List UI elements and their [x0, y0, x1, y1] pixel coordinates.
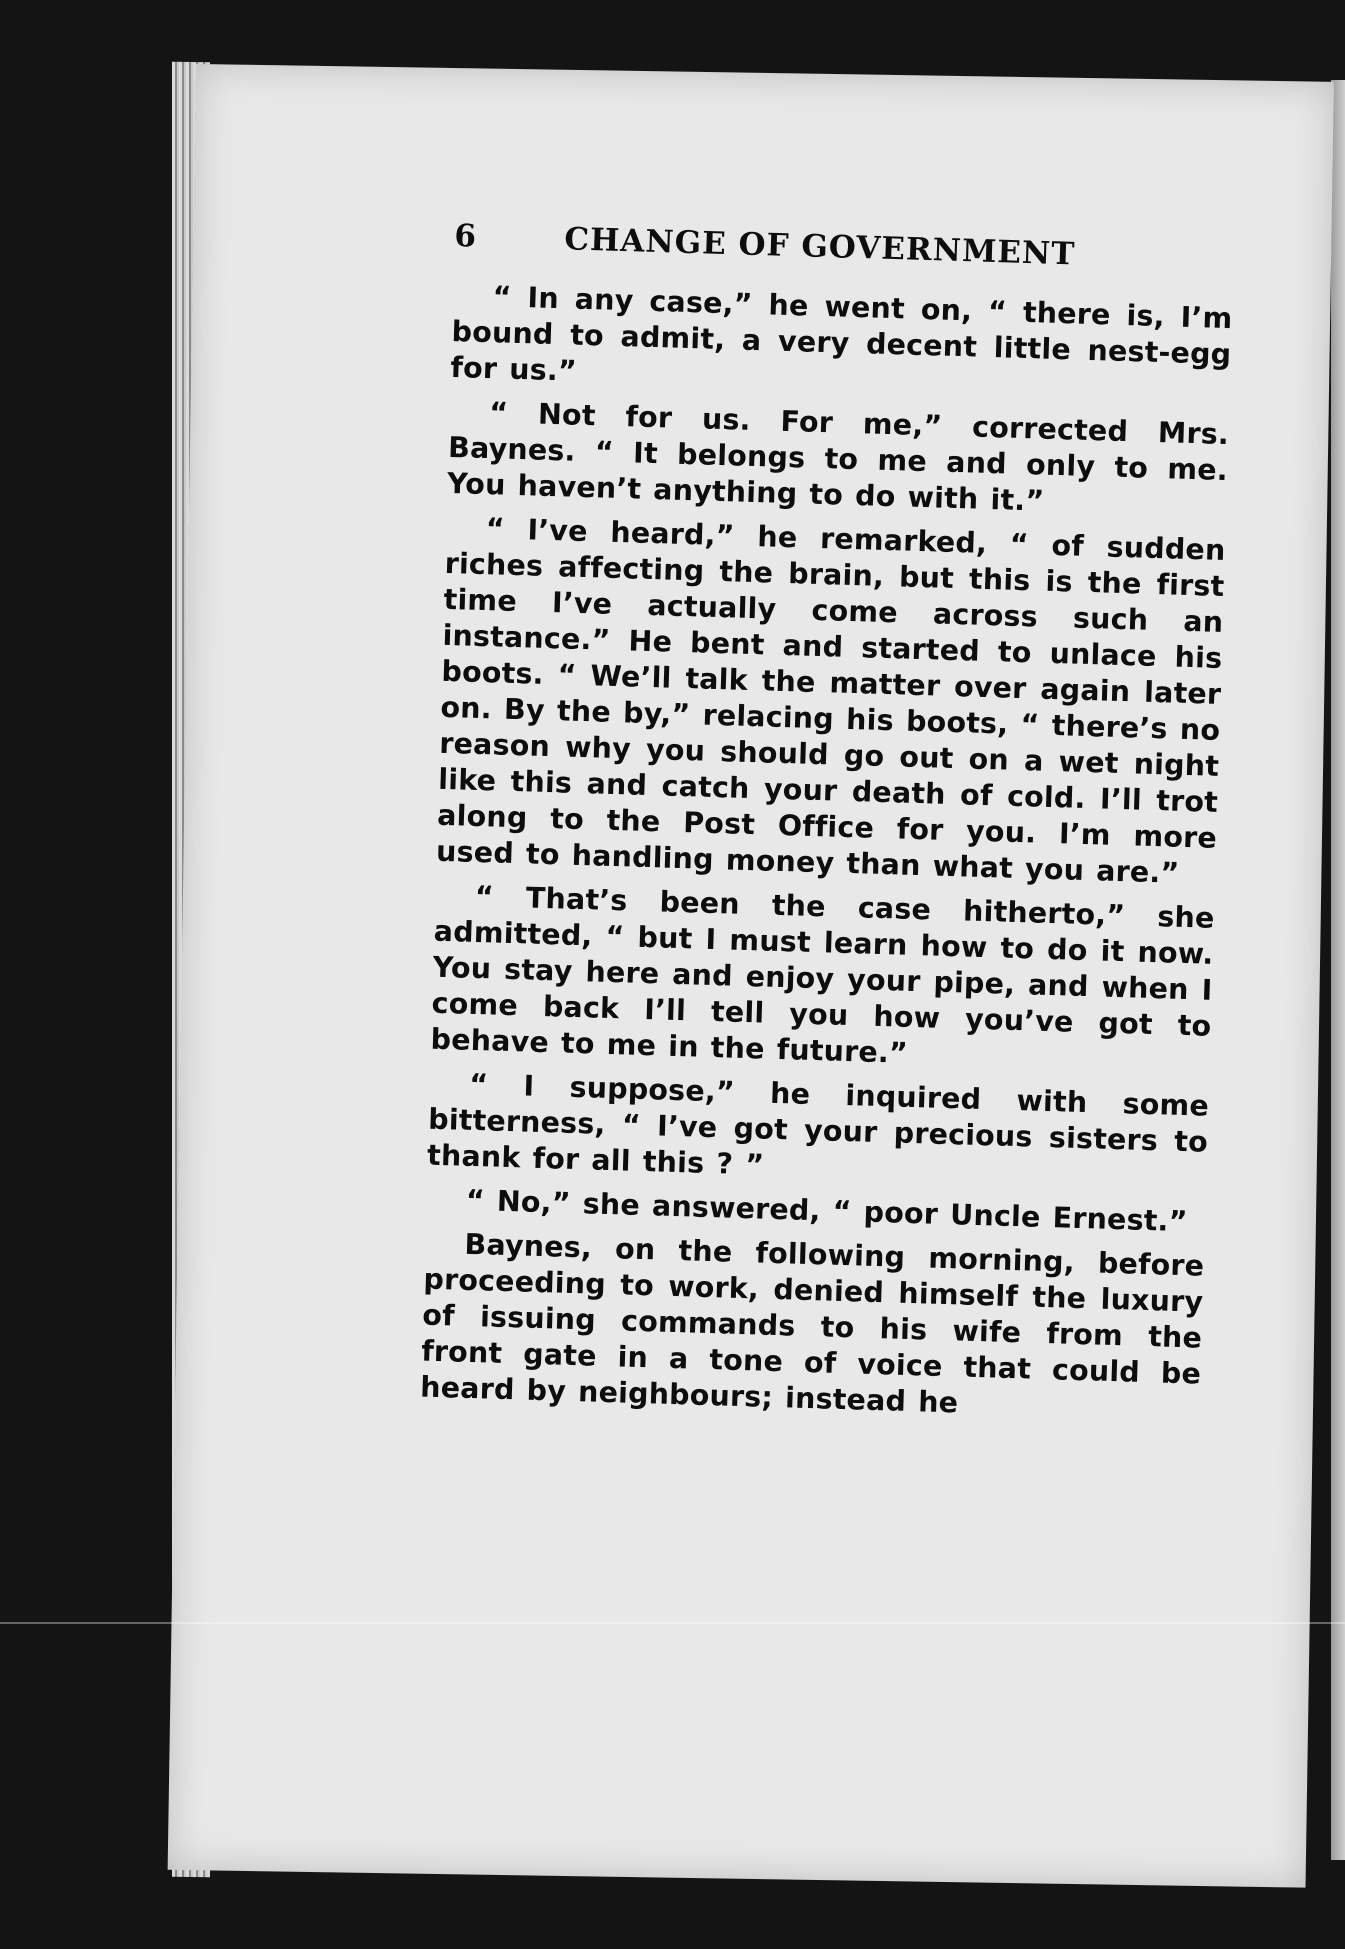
paragraph: Baynes, on the following morning, before proceeding to work, denied himself the luxury of issuing commands to his wife from the front gate in a tone of voice that could be heard by neighbours; instead he: [419, 1227, 1205, 1420]
scan-artifact-line: [0, 1622, 1345, 1624]
paragraph: “ Not for us. For me,” corrected Mrs. Baynes. “ It belongs to me and only to me. You haven’t anything to do with it.”: [446, 396, 1230, 518]
paragraph: “ That’s been the case hitherto,” she admitted, “ but I must learn how to do it now. You stay here and enjoy your pipe, and when I come back I’ll tell you how you’ve got to behave to me in the future.”: [430, 879, 1216, 1070]
paragraph: “ No,” she answered, “ poor Uncle Ernest.”: [465, 1183, 1189, 1239]
right-page-edge: [1331, 80, 1345, 1860]
paragraph: “ In any case,” he went on, “ there is, I’m bound to admit, a very decent little nest-egg for us.”: [450, 280, 1233, 388]
running-head: CHANGE OF GOVERNMENT: [563, 221, 1076, 273]
page-content: [420, 218, 1235, 1437]
paragraph: “ I suppose,” he inquired with some bitterness, “ I’ve got your precious sisters to thank for all this ? ”: [426, 1067, 1210, 1182]
page-number: 6: [453, 218, 478, 255]
paragraph: “ I’ve heard,” he remarked, “ of sudden riches affecting the brain, but this is the first time I’ve actually come across such an instance.” He bent and started to unlace his boots. “ We’ll talk the matter over again later on. By the by,” relacing his boots, “ there’s no reason why you should go out on a wet night like this and catch your death of cold. I’ll trot along to the Post Office for you. I’m more used to handling money than what you are.”: [435, 512, 1226, 890]
